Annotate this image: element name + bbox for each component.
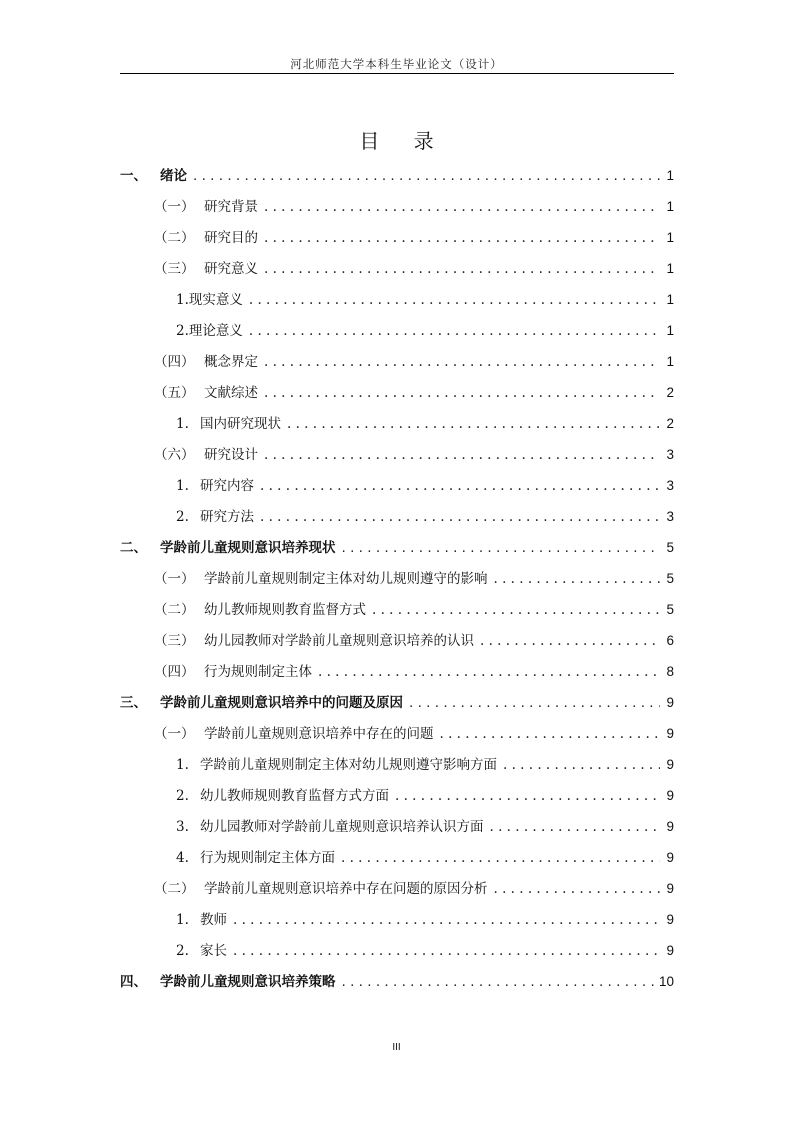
toc-entry-page: 9 <box>666 912 674 927</box>
toc-entry[interactable] <box>120 594 674 625</box>
toc-entry-number: 2. <box>176 509 189 525</box>
toc-leader-dots <box>409 688 660 719</box>
toc-leader-dots <box>440 719 661 750</box>
toc-entry-page: 6 <box>666 633 674 648</box>
toc-entry-page: 3 <box>666 478 674 493</box>
toc-entry-number: 2. <box>176 788 189 804</box>
toc-leader-dots <box>249 316 660 347</box>
toc-entry-number: （一） <box>154 199 195 215</box>
toc-entry-title: 学龄前儿童规则意识培养中存在问题的原因分析 <box>204 881 488 897</box>
toc-entry-page: 9 <box>666 850 674 865</box>
toc-leader-dots <box>193 161 660 192</box>
toc-entry-number: （五） <box>154 385 195 401</box>
toc-leader-dots <box>264 254 660 285</box>
toc-entry-title: 幼儿园教师对学龄前儿童规则意识培养认识方面 <box>200 819 484 835</box>
toc-entry[interactable] <box>120 284 674 315</box>
toc-leader-dots <box>264 378 660 409</box>
toc-entry[interactable] <box>120 687 674 718</box>
toc-leader-dots <box>287 409 660 440</box>
toc-entry-page: 1 <box>666 354 674 369</box>
toc-entry-page: 9 <box>666 757 674 772</box>
toc-entry[interactable] <box>120 780 674 811</box>
toc-entry-title: 幼儿教师规则教育监督方式 <box>204 602 366 618</box>
toc-entry-title: 研究内容 <box>200 478 254 494</box>
toc-entry[interactable] <box>120 532 674 563</box>
toc-entry[interactable] <box>120 346 674 377</box>
toc-entry-number: 3. <box>176 819 189 835</box>
toc-entry[interactable] <box>120 563 674 594</box>
toc-entry-page: 1 <box>666 199 674 214</box>
toc-entry[interactable] <box>120 408 674 439</box>
toc-leader-dots <box>233 905 660 936</box>
toc-leader-dots <box>494 874 661 905</box>
toc-leader-dots <box>342 533 661 564</box>
toc-entry[interactable] <box>120 749 674 780</box>
toc-leader-dots <box>395 781 660 812</box>
toc-entry-title: 研究设计 <box>204 447 258 463</box>
toc-leader-dots <box>494 564 661 595</box>
toc-entry-title: 学龄前儿童规则意识培养现状 <box>160 540 336 556</box>
toc-entry-title: 绪论 <box>160 168 187 184</box>
toc-leader-dots <box>264 440 660 471</box>
toc-entry-title: 行为规则制定主体 <box>204 664 312 680</box>
toc-entry-number: （三） <box>154 261 195 277</box>
toc-entry-title: 家长 <box>200 943 227 959</box>
toc-entry-number: 2. <box>176 943 189 959</box>
toc-entry[interactable] <box>120 501 674 532</box>
toc-entry-page: 3 <box>666 447 674 462</box>
toc-entry-title: 学龄前儿童规则意识培养策略 <box>160 974 336 990</box>
toc-entry-page: 3 <box>666 509 674 524</box>
toc-entry-page: 8 <box>666 664 674 679</box>
toc-entry-number: 三、 <box>120 695 147 711</box>
toc-entry[interactable] <box>120 656 674 687</box>
toc-entry-number: 一、 <box>120 168 147 184</box>
toc-entry-title: 幼儿教师规则教育监督方式方面 <box>200 788 389 804</box>
toc-entry-page: 5 <box>666 602 674 617</box>
toc-leader-dots <box>490 812 661 843</box>
toc-entry-page: 9 <box>666 695 674 710</box>
toc-entry[interactable] <box>120 873 674 904</box>
toc-entry-number: （二） <box>154 881 195 897</box>
toc-leader-dots <box>372 595 660 626</box>
page-number: III <box>392 1042 401 1053</box>
toc-entry[interactable] <box>120 253 674 284</box>
toc-entry-number: （四） <box>154 354 195 370</box>
toc-entry[interactable] <box>120 160 674 191</box>
toc-leader-dots <box>260 502 660 533</box>
table-of-contents <box>120 160 674 997</box>
toc-entry[interactable] <box>120 842 674 873</box>
toc-entry-page: 2 <box>666 416 674 431</box>
toc-entry-title: 行为规则制定主体方面 <box>200 850 335 866</box>
header-divider <box>120 73 674 74</box>
toc-leader-dots <box>480 626 660 657</box>
toc-entry-title: 学龄前儿童规则制定主体对幼儿规则遵守影响方面 <box>200 757 497 773</box>
toc-entry-number: 1. <box>176 478 189 494</box>
toc-entry[interactable] <box>120 315 674 346</box>
toc-leader-dots <box>264 347 660 378</box>
toc-entry-number: 四、 <box>120 974 147 990</box>
toc-entry-page: 2 <box>666 385 674 400</box>
toc-entry[interactable] <box>120 718 674 749</box>
toc-entry-title: 学龄前儿童规则意识培养中存在的问题 <box>204 726 434 742</box>
toc-entry-title: 研究意义 <box>204 261 258 277</box>
toc-entry-number: 二、 <box>120 540 147 556</box>
toc-entry-title: 国内研究现状 <box>200 416 281 432</box>
toc-leader-dots <box>233 936 660 967</box>
toc-entry-number: 1. <box>176 416 189 432</box>
toc-leader-dots <box>260 471 660 502</box>
toc-entry-number: 1. <box>176 757 189 773</box>
toc-entry-title: 研究目的 <box>204 230 258 246</box>
toc-entry-number: 1. <box>176 912 189 928</box>
toc-entry[interactable] <box>120 811 674 842</box>
toc-entry-page: 9 <box>666 788 674 803</box>
running-header: 河北师范大学本科生毕业论文（设计） <box>290 57 503 71</box>
toc-entry[interactable] <box>120 377 674 408</box>
toc-entry-title: 文献综述 <box>204 385 258 401</box>
toc-entry[interactable] <box>120 966 674 997</box>
toc-entry-number: 2. <box>176 323 189 339</box>
toc-entry[interactable] <box>120 470 674 501</box>
toc-entry-page: 9 <box>666 819 674 834</box>
toc-entry-number: （四） <box>154 664 195 680</box>
toc-leader-dots <box>264 192 660 223</box>
toc-entry-title: 研究背景 <box>204 199 258 215</box>
toc-leader-dots <box>341 843 660 874</box>
toc-entry-title: 概念界定 <box>204 354 258 370</box>
toc-entry-title: 教师 <box>200 912 227 928</box>
toc-entry-page: 1 <box>666 323 674 338</box>
toc-entry[interactable] <box>120 904 674 935</box>
toc-title: 目 录 <box>359 129 448 153</box>
toc-entry-number: （一） <box>154 726 195 742</box>
toc-entry-number: （一） <box>154 571 195 587</box>
toc-entry-page: 1 <box>666 230 674 245</box>
toc-entry[interactable] <box>120 439 674 470</box>
toc-entry-page: 1 <box>666 292 674 307</box>
toc-entry-title: 学龄前儿童规则意识培养中的问题及原因 <box>160 695 403 711</box>
toc-entry-title: 学龄前儿童规则制定主体对幼儿规则遵守的影响 <box>204 571 488 587</box>
toc-entry-number: 1. <box>176 292 189 308</box>
toc-leader-dots <box>264 223 660 254</box>
toc-entry-page: 9 <box>666 726 674 741</box>
toc-entry-title: 幼儿园教师对学龄前儿童规则意识培养的认识 <box>204 633 474 649</box>
toc-entry-number: 4. <box>176 850 189 866</box>
toc-entry[interactable] <box>120 935 674 966</box>
toc-entry-number: （二） <box>154 602 195 618</box>
toc-entry[interactable] <box>120 625 674 656</box>
toc-leader-dots <box>318 657 660 688</box>
toc-leader-dots <box>342 967 655 998</box>
toc-entry-page: 10 <box>658 974 674 989</box>
toc-leader-dots <box>503 750 660 781</box>
toc-entry[interactable] <box>120 222 674 253</box>
toc-entry-title: 现实意义 <box>188 292 243 308</box>
toc-entry-title: 研究方法 <box>200 509 254 525</box>
toc-entry-page: 9 <box>666 943 674 958</box>
toc-entry-page: 9 <box>666 881 674 896</box>
toc-entry[interactable] <box>120 191 674 222</box>
toc-entry-title: 理论意义 <box>188 323 243 339</box>
toc-entry-page: 1 <box>666 261 674 276</box>
toc-leader-dots <box>249 285 660 316</box>
toc-entry-page: 1 <box>666 168 674 183</box>
toc-entry-number: （六） <box>154 447 195 463</box>
toc-entry-number: （三） <box>154 633 195 649</box>
toc-entry-page: 5 <box>666 571 674 586</box>
toc-entry-page: 5 <box>666 540 674 555</box>
toc-entry-number: （二） <box>154 230 195 246</box>
